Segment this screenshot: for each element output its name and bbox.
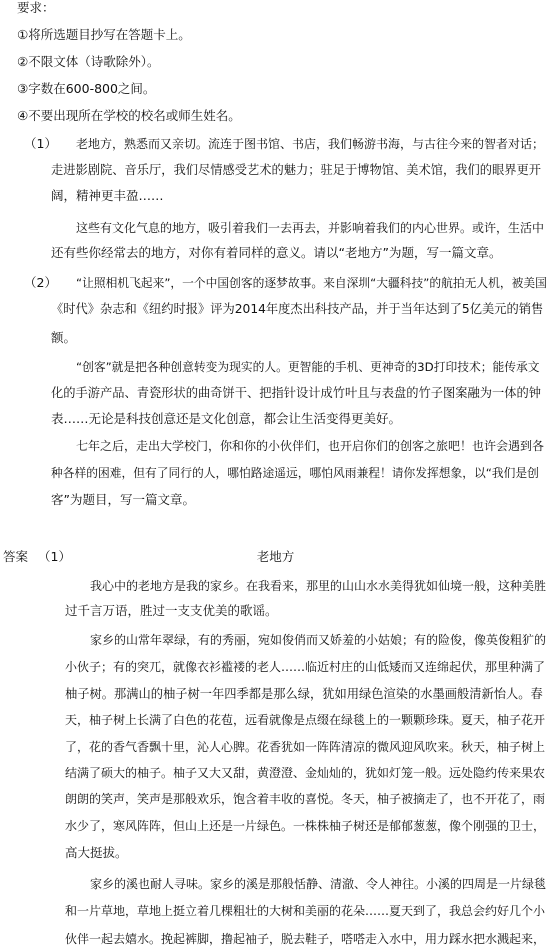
essay-line: 和一片草地，草地上挺立着几棵粗壮的大树和美丽的花朵……夏天到了，我总会约好几个小 (65, 904, 546, 918)
requirement-item: ③字数在600-800之间。 (17, 81, 156, 96)
topic-2-line: “让照相机飞起来”，一个中国创客的逐梦故事。来自深圳“大疆科技”的航拍无人机，被美国 (76, 276, 547, 290)
essay-title: 老地方 (256, 549, 295, 564)
topic-2-line: 化的手游产品、青瓷形状的曲奇饼干、把指针设计成竹叶且与表盘的竹子图案融为一体的钟 (51, 386, 541, 400)
topic-1-line: 还有些你经常去的地方，对你有着同样的意义。请以“老地方”为题，写一篇文章。 (51, 245, 502, 260)
topic-2-line: “创客”就是把各种创意转变为现实的人。更智能的手机、更神奇的3D打印技术；能传承文 (76, 360, 540, 374)
requirement-item: ④不要出现所在学校的校名或师生姓名。 (17, 108, 241, 123)
essay-line: 天，柚子树上长满了白色的花苞，远看就像是点缀在绿毯上的一颗颗珍珠。夏天，柚子花开 (65, 713, 546, 727)
essay-line: 家乡的山常年翠绿，有的秀丽，宛如俊俏而又娇羞的小姑娘；有的险俊，像英俊粗犷的 (90, 633, 547, 647)
topic-2-line: 七年之后，走出大学校门，你和你的小伙伴们，也开启你们的创客之旅吧！也许会遇到各 (76, 439, 545, 453)
topic-1-line: 这些有文化气息的地方，吸引着我们一去再去，并影响着我们的内心世界。或许，生活中 (76, 221, 545, 235)
essay-line: 小伙子；有的突兀，就像衣衫褴褛的老人……临近村庄的山低矮而又连绵起伏，那里种满了 (65, 660, 546, 674)
answer-label: 答案 (3, 549, 29, 564)
essay-line: 结满了硕大的柚子。柚子又大又甜，黄澄澄、金灿灿的，犹如灯笼一般。远处隐约传来果农 (65, 766, 546, 780)
essay-line: 了，花的香气香飘十里，沁人心脾。花香犹如一阵阵清凉的微风迎风吹来。秋天，柚子树上 (65, 740, 546, 754)
requirement-item: ②不限文体（诗歌除外）。 (17, 54, 160, 69)
topic-1-line: 走进影剧院、音乐厅，我们尽情感受艺术的魅力；驻足于博物馆、美术馆，我们的眼界更开 (51, 163, 541, 177)
topic-2-line: 《时代》杂志和《纽约时报》评为2014年度杰出科技产品，并于当年达到了5亿美元的销售 (51, 302, 544, 316)
answer-number: （1） (38, 549, 71, 564)
topic-2-line: 额。 (51, 330, 77, 345)
topic-2-line: 表……无论是科技创意还是文化创意，都会让生活变得更美好。 (51, 411, 402, 426)
topic-2-line: 种各样的困难，但有了同行的人，哪怕路途遥远，哪怕风雨兼程！请你发挥想象，以“我们是创 (51, 466, 539, 480)
topic-2-number: （2） (24, 275, 57, 290)
requirement-item: ①将所选题目抄写在答题卡上。 (17, 27, 191, 42)
topic-1-line: 阔，精神更丰盈…… (51, 188, 164, 203)
essay-line: 家乡的溪也耐人寻味。家乡的溪是那般恬静、清澈、令人神往。小溪的四周是一片绿毯 (90, 877, 547, 891)
essay-line: 朗朗的笑声，笑声是那般欢乐，饱含着丰收的喜悦。冬天，柚子被摘走了，也不开花了，雨 (65, 792, 546, 806)
topic-1-line: 老地方，熟悉而又亲切。流连于图书馆、书店，我们畅游书海，与古往今来的智者对话； (76, 137, 545, 151)
topic-1-number: （1） (24, 136, 57, 151)
essay-line: 高大挺拔。 (65, 845, 128, 860)
essay-line: 过千言万语，胜过一支支优美的歌谣。 (65, 603, 278, 618)
essay-line: 水少了，寒风阵阵，但山上还是一片绿色。一株株柚子树还是郁郁葱葱，像个刚强的卫士， (65, 819, 546, 833)
essay-line: 我心中的老地方是我的家乡。在我看来，那里的山山水水美得犹如仙境一般，这种美胜 (90, 579, 547, 593)
essay-line: 柚子树。那满山的柚子树一年四季都是那么绿，犹如用绿色渲染的水墨画般清新怡人。春 (65, 687, 543, 701)
requirements-title: 要求： (17, 0, 55, 15)
essay-line: 伙伴一起去嬉水。挽起裤脚，撸起袖子，脱去鞋子，嗒嗒走入水中，用力踩水把水溅起来， (65, 932, 546, 946)
topic-2-line: 客”为题目，写一篇文章。 (51, 492, 195, 507)
